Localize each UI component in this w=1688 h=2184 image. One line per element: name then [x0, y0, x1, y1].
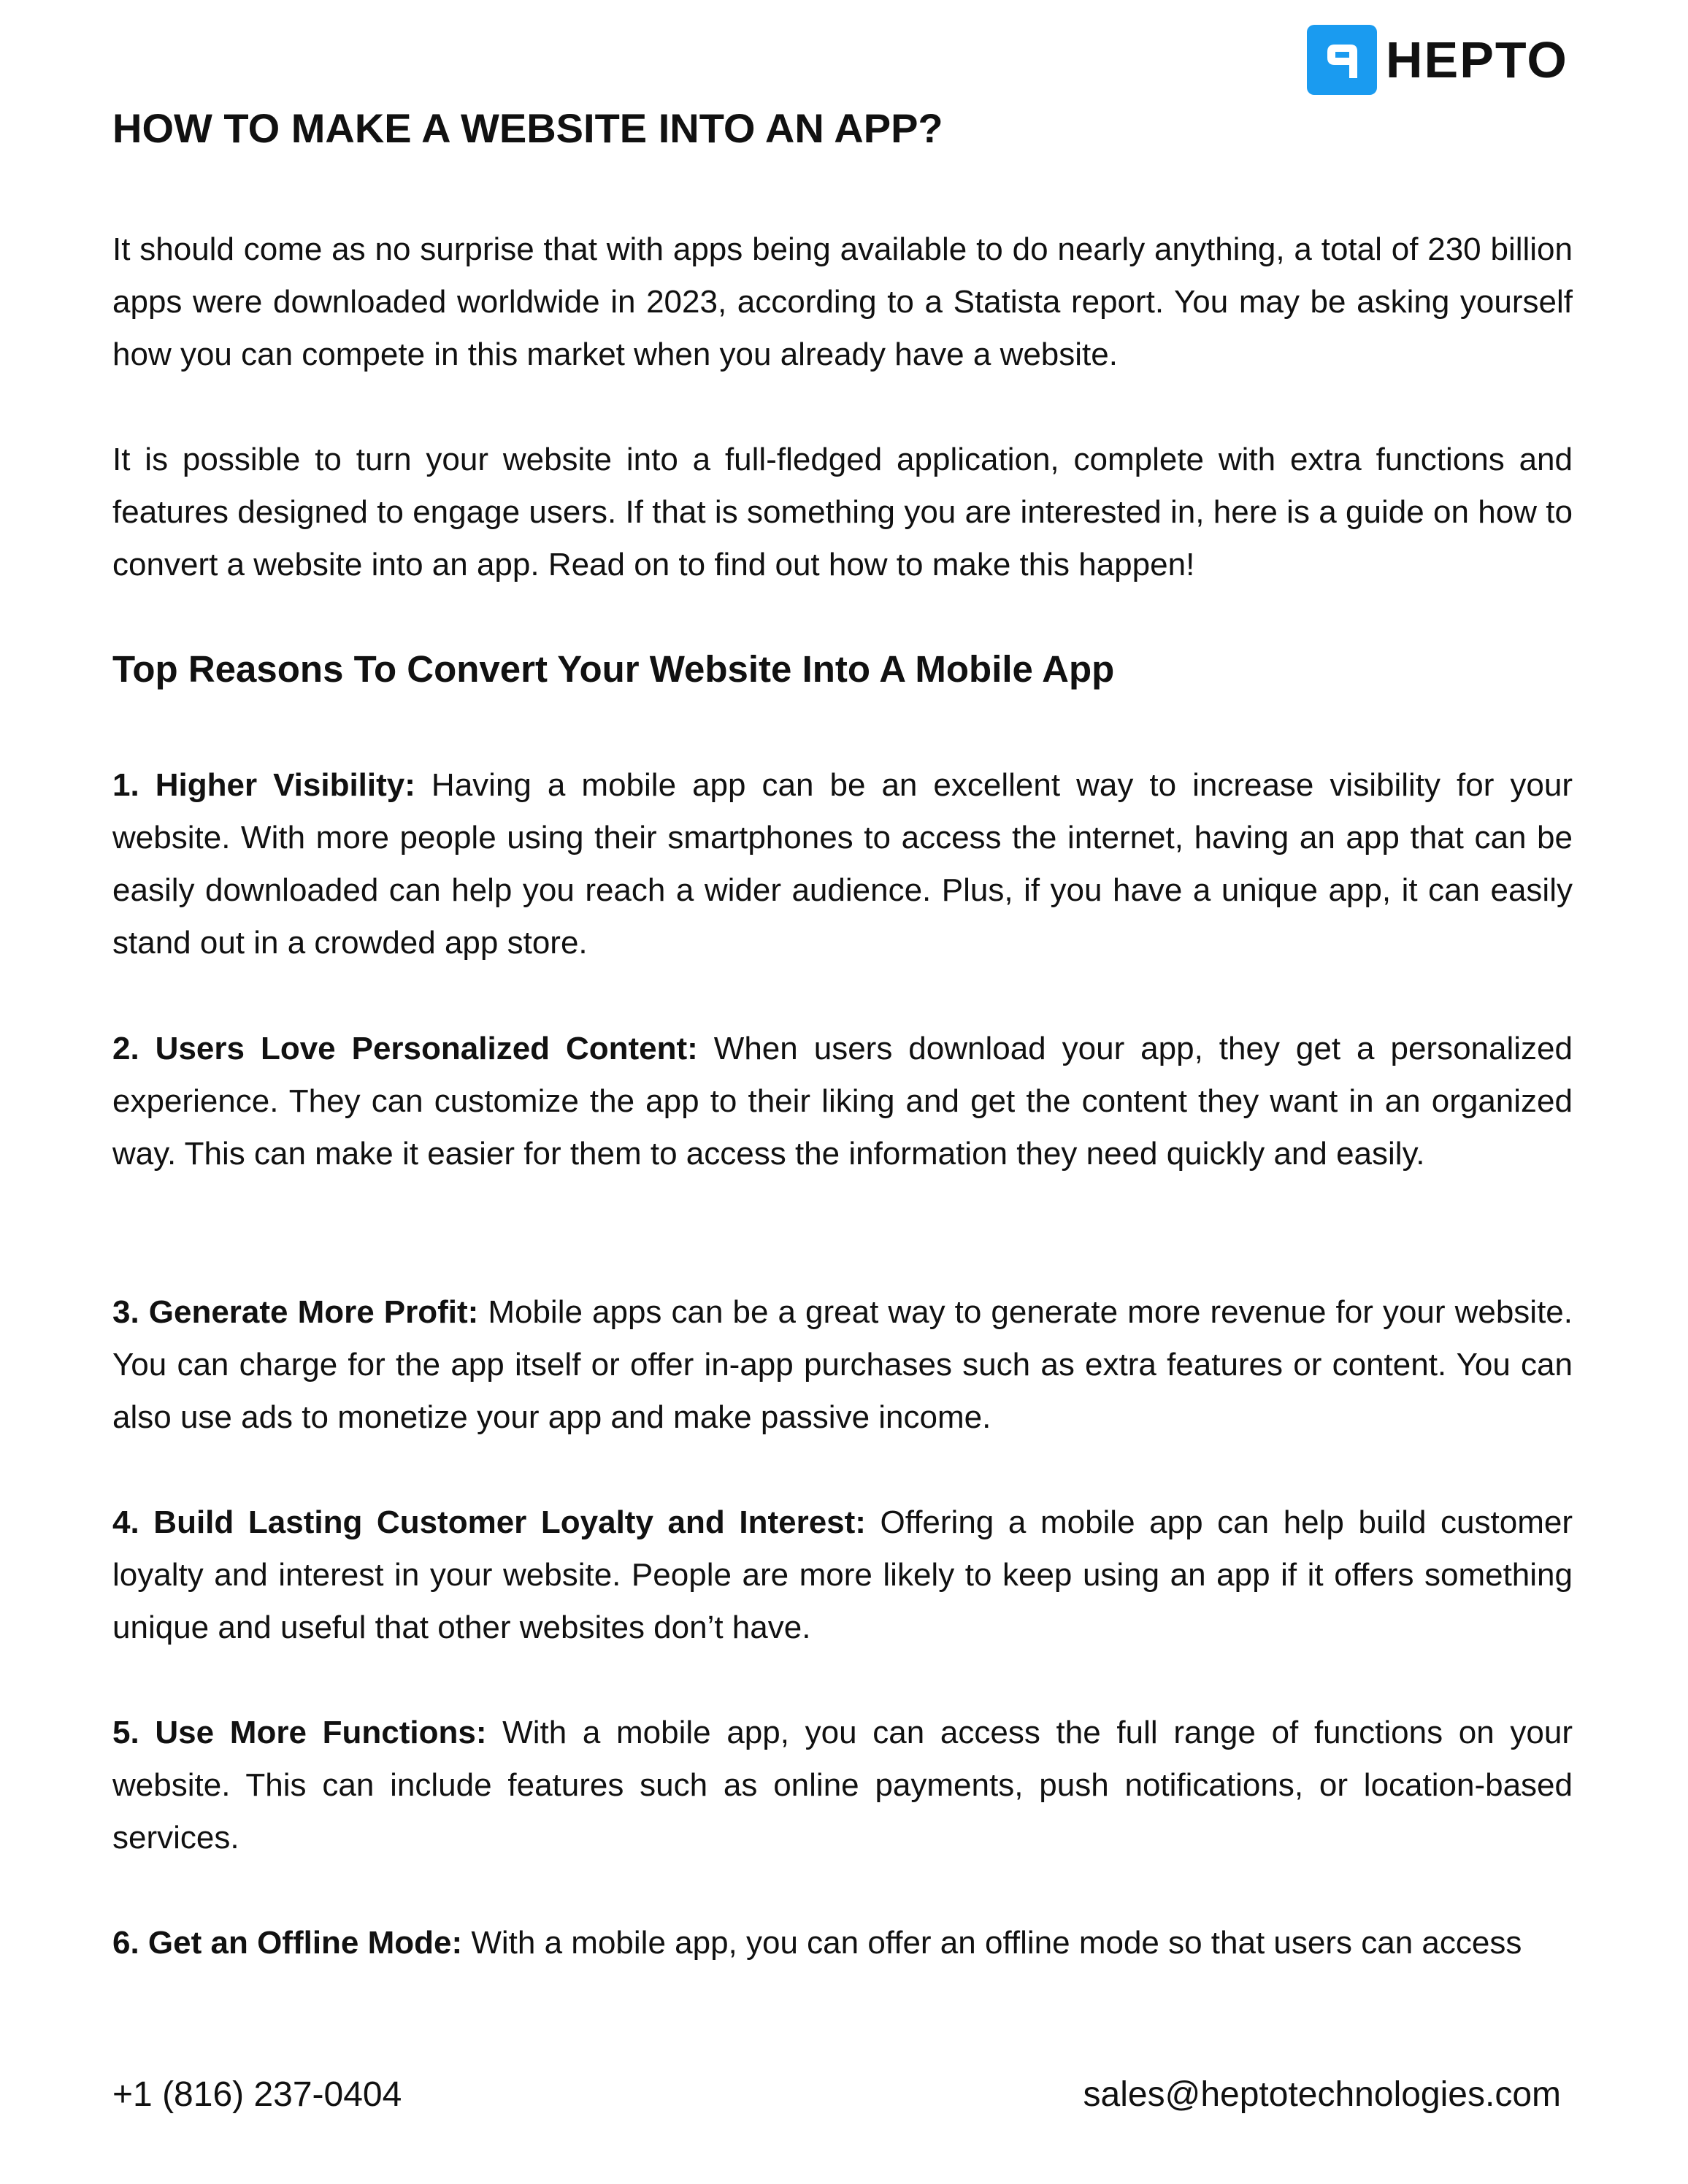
reason-item-label: 5. Use More Functions:: [112, 1715, 487, 1750]
hepto-logo-glyph: [1316, 34, 1367, 85]
reason-item-text: Having a mobile app can be an excellent way to increase visibility for your website. With more people using their smartphones to access the internet, having an app that can be easily downloaded can help you reach a wider audience. Plus, if you have a unique app, it can easily stand out in a crowded app store.: [112, 767, 1573, 961]
reason-item-text: Mobile apps can be a great way to generate more revenue for your website. You can charge for the app itself or offer in-app purchases such as extra features or content. You can also use ads to monetize your app and make passive income.: [112, 1294, 1573, 1435]
intro-paragraph-2: It is possible to turn your website into a full-fledged application, complete with extra functions and features designed to engage users. If that is something you are interested in, here is a guide on how to convert a website into an app. Read on to find out how to make this happen!: [112, 442, 1573, 582]
reason-item-1: [112, 759, 1573, 969]
reason-item-6: [112, 1917, 1573, 1969]
reason-item-label: 2. Users Love Personalized Content:: [112, 1031, 698, 1066]
reason-item-4: [112, 1496, 1573, 1654]
reason-item-label: 1. Higher Visibility:: [112, 767, 415, 803]
page-title: HOW TO MAKE A WEBSITE INTO AN APP?: [112, 105, 943, 151]
reason-item-3: [112, 1286, 1573, 1444]
footer-email: sales@heptotechnologies.com: [1083, 2075, 1561, 2114]
hepto-logo-icon: [1307, 25, 1377, 95]
reason-item-text: Offering a mobile app can help build customer loyalty and interest in your website. People are more likely to keep using an app if it offers something unique and useful that other websites don’t have.: [112, 1504, 1573, 1645]
logo-wordmark: HEPTO: [1386, 31, 1568, 88]
section-heading: Top Reasons To Convert Your Website Into A Mobile App: [112, 648, 1115, 690]
intro-paragraph-1: It should come as no surprise that with apps being available to do nearly anything, a total of 230 billion apps were downloaded worldwide in 2023, according to a Statista report. You may be asking yourself how you can compete in this market when you already have a website.: [112, 231, 1573, 372]
hepto-logo: [1307, 22, 1568, 98]
footer-phone: +1 (816) 237-0404: [112, 2075, 402, 2114]
reason-item-text: With a mobile app, you can offer an offline mode so that users can access: [462, 1925, 1522, 1961]
reason-item-text: With a mobile app, you can access the full range of functions on your website. This can include features such as online payments, push notifications, or location-based services.: [112, 1715, 1573, 1856]
reason-item-2: [112, 1023, 1573, 1180]
reason-item-5: [112, 1707, 1573, 1864]
reason-item-label: 6. Get an Offline Mode:: [112, 1925, 463, 1961]
reason-item-label: 3. Generate More Profit:: [112, 1294, 479, 1330]
reason-item-text: When users download your app, they get a personalized experience. They can customize the app to their liking and get the content they want in an organized way. This can make it easier for them to access the information they need quickly and easily.: [112, 1031, 1573, 1172]
reason-item-label: 4. Build Lasting Customer Loyalty and Interest:: [112, 1504, 866, 1540]
